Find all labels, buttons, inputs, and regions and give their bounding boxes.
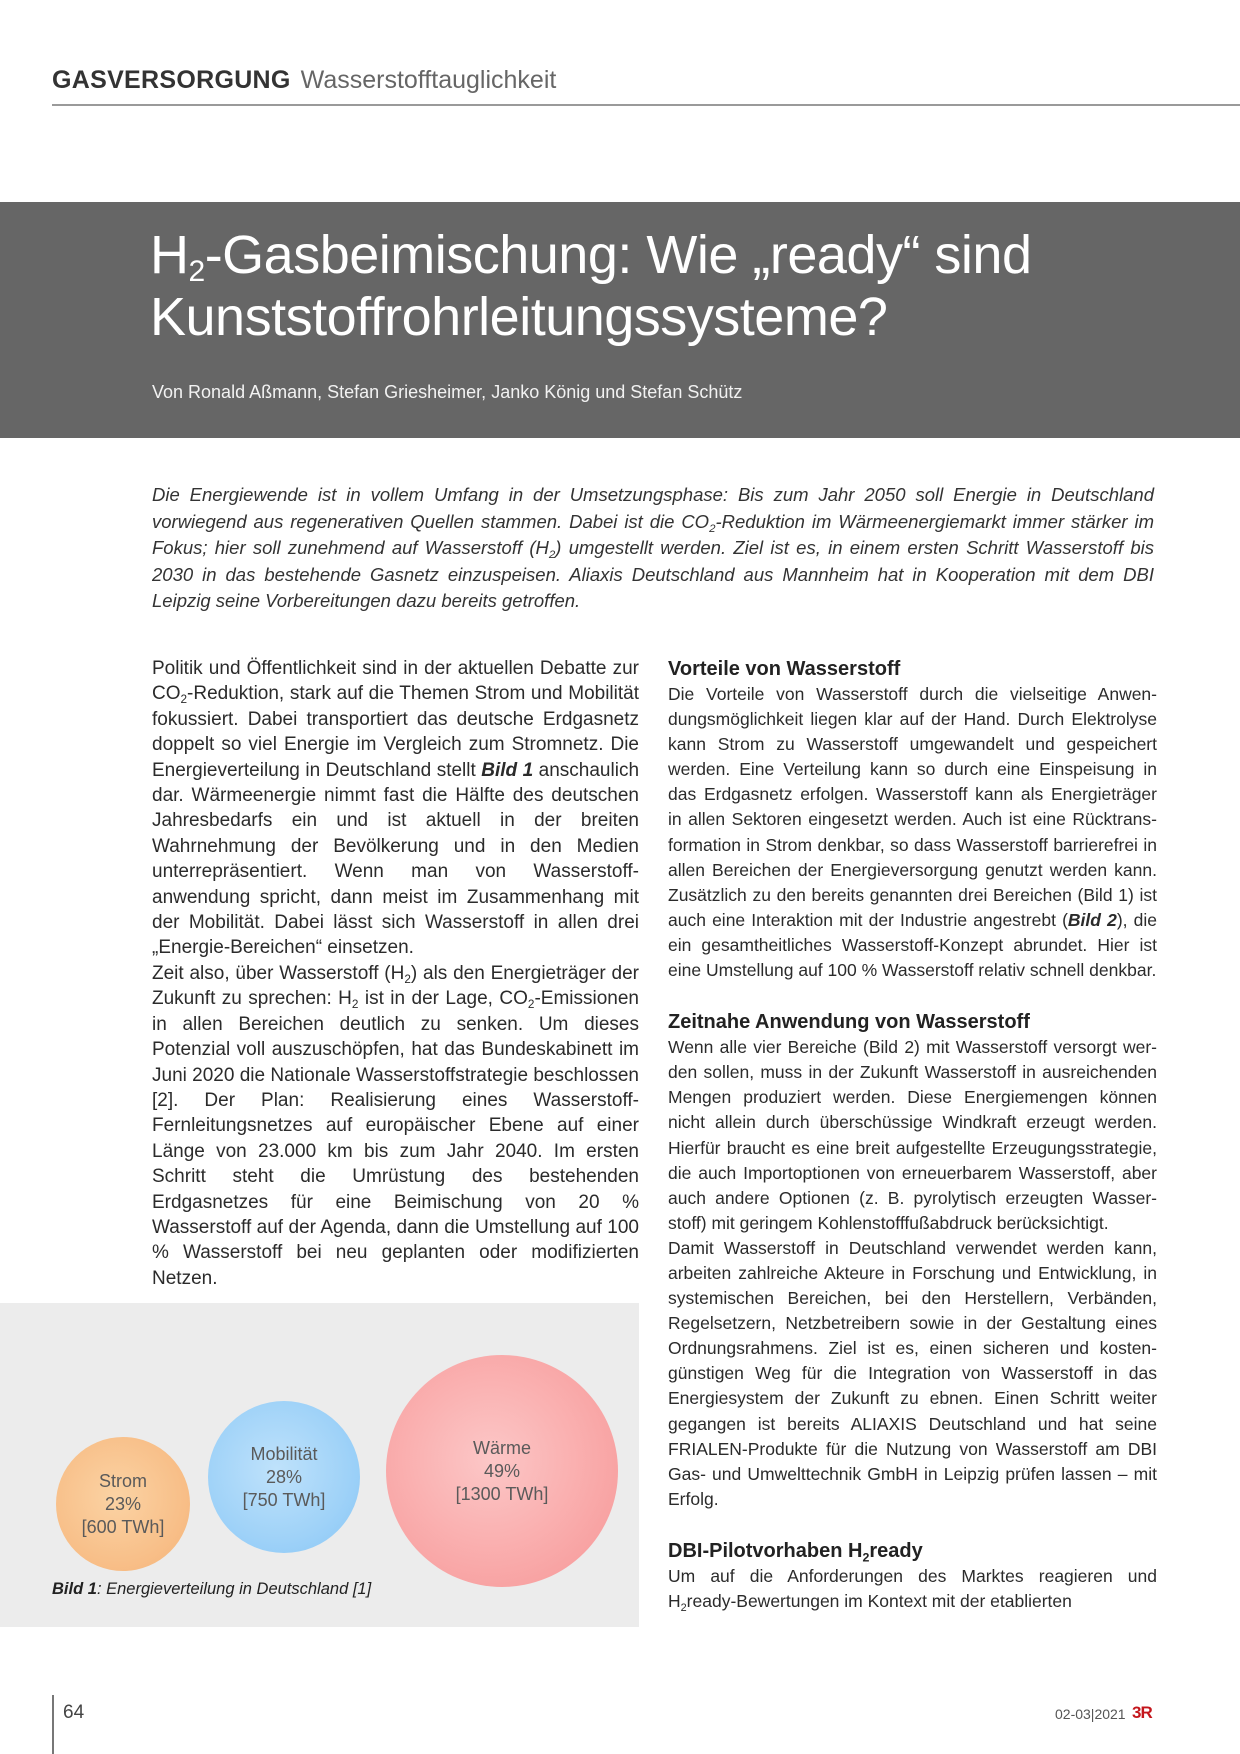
bubble-percent: 28% <box>265 1466 303 1487</box>
lead-paragraph <box>152 482 1154 615</box>
subscript: 2 <box>404 972 411 986</box>
body-text: -Reduktion, stark auf die Themen Strom und Mobilität fokussiert. Dabei transportiert das deutsche Erdgasnetz doppelt so viel Energie im Vergleich zum Stromnetz. Die Energieverteilung in Deutschland stellt <box>152 683 639 781</box>
title-text: -Gasbeimischung: Wie „ready“ sind <box>204 225 1032 285</box>
body-text: Um auf die Anforderungen des Marktes reagieren und H <box>668 1565 1157 1611</box>
body-text: -Emissionen in allen Bereichen deutlich zu senken. Um dieses Potenzial voll auszuschöpfen, hat das Bundeskabinett im Juni 2020 die Nationale Wasserstoffstrategie beschlossen [2]. Der Plan: Realisierung eines Wasserstoff-Fernleitungsnetzes auf europäischer Ebene auf einer Länge von 23.000 km bis zum Jahr 2040. Im ersten Schritt steht die Umrüstung des bestehenden Erdgasnetzes für eine Beimischung von 20 % Wasserstoff auf der Agenda, dann die Umstellung auf 100 % Wasserstoff bei neu geplanten oder modifizierten Netzen. <box>152 988 639 1289</box>
body-text: ) als den Energieträger der Zukunft zu sprechen: H <box>152 962 639 1010</box>
subscript: 2 <box>680 1601 687 1614</box>
left-column <box>152 656 639 1291</box>
article-title <box>150 224 1190 348</box>
bubble-label: Strom <box>98 1470 147 1491</box>
body-text: Politik und Öffentlichkeit sind in der aktuellen Debatte zur CO <box>152 658 639 705</box>
caption-text: : Energieverteilung in Deutschland [1] <box>96 1580 372 1598</box>
body-text: ), die ein gesamtheitliches Wasserstoff-Konzept abrundet. Hier ist eine Umstellung auf 100 % Wasserstoff relativ schnell denkbar. <box>668 909 1157 981</box>
figure-energy-distribution <box>0 1303 639 1627</box>
subscript: 2 <box>527 998 535 1012</box>
footer-divider <box>52 1695 54 1754</box>
subscript: 2 <box>180 693 188 707</box>
page-number: 64 <box>63 1702 85 1723</box>
lead-text: -Reduktion im Wärmeenergiemarkt immer stärker im Fokus; hier soll zunehmend auf Wasserstoff (H <box>152 510 1154 558</box>
lead-text: Die Energiewende ist in vollem Umfang in der Umsetzungsphase: Bis zum Jahr 2050 soll Energie in Deutschland vorwiegend aus regenerativen Quellen stammen. Dabei ist die CO <box>152 484 1154 532</box>
bubble-percent: 49% <box>483 1460 521 1481</box>
body-paragraph: Damit Wasserstoff in Deutschland verwendet werden kann, arbeiten zahlreiche Akteure in Forschung und Entwicklung, in systemischen Bereichen, bei den Herstellern, Verbänden, Regelsetzern, Netzbetreibern sowie in der Gestaltung eines Ordnungsrahmens. Ziel ist es, einen sicheren und kostengünstigen Weg für die Integration von Wasserstoff in das Energiesystem der Zukunft zu ebnen. Einen Schritt weiter gegangen ist bereits ALIAXIS Deutschland und hat seine FRIALEN-Produkte für die Nutzung von Wasserstoff am DBI Gas- und Umwelttechnik GmbH in Leipzig prüfen lassen – mit Erfolg. <box>668 1237 1157 1509</box>
paragraph-gap <box>668 983 1157 1009</box>
subscript: 2 <box>709 522 716 535</box>
brand-logo: 3R <box>1132 1703 1152 1722</box>
heading-text: ready <box>869 1539 923 1562</box>
title-band <box>0 202 1240 438</box>
paragraph-gap <box>668 1512 1157 1538</box>
bubble-amount: [1300 TWh] <box>455 1483 549 1504</box>
figure-caption <box>52 1580 371 1599</box>
bubble-waerme <box>386 1355 618 1587</box>
subscript: 2 <box>862 1550 870 1565</box>
body-paragraph <box>668 682 1157 983</box>
bubble-mobilitaet <box>208 1401 360 1553</box>
section-heading <box>668 1538 1157 1564</box>
body-paragraph <box>152 961 639 1291</box>
bubble-label: Mobilität <box>250 1443 318 1464</box>
right-column <box>668 656 1157 1614</box>
bubble-percent: 23% <box>104 1493 142 1514</box>
lead-text: ) umgestellt werden. Ziel ist es, in einem ersten Schritt Wasserstoff bis 2030 in das bestehende Gasnetz einzuspeisen. Aliaxis Deutschland aus Mannheim hat in Kooperation mit dem DBI Leipzig seine Vorbereitungen dazu bereits getroffen. <box>152 537 1154 611</box>
article-authors: Von Ronald Aßmann, Stefan Griesheimer, Janko König und Stefan Schütz <box>152 382 743 402</box>
bubble-strom <box>56 1437 190 1571</box>
body-text: ist in der Lage, CO <box>358 988 528 1010</box>
body-paragraph: Wenn alle vier Bereiche (Bild 2) mit Wasserstoff versorgt werden sollen, muss in der Zukunft Wasserstoff in ausreichenden Mengen produziert werden. Diese Energiemengen können nicht allein durch überschüssige Windkraft erzeugt werden. Hierfür braucht es eine breit aufgestellte Erzeugungsstrategie, die auch Importoptionen von erneuerbarem Wasserstoff, aber auch andere Optionen (z. B. pyrolytisch erzeugten Wasserstoff) mit geringem Kohlenstofffußabdruck berücksichtigt. <box>668 1037 1157 1233</box>
title-subscript: 2 <box>188 255 205 288</box>
caption-reference: Bild 1 <box>52 1580 97 1598</box>
bubble-amount: [750 TWh] <box>242 1489 326 1510</box>
title-text: Kunststoffrohrleitungssysteme? <box>150 287 888 347</box>
header-divider <box>52 104 1240 106</box>
body-text: ready-Bewertungen im Kontext mit der etablierten <box>686 1591 1072 1611</box>
body-paragraph <box>152 656 639 961</box>
body-text: Die Vorteile von Wasserstoff durch die vielseitige Anwendungsmöglichkeit liegen klar auf der Hand. Durch Elektrolyse kann Strom zu Wasserstoff umgewandelt und gespeichert werden. Eine Verteilung kann so durch eine Einspeisung in das Erdgasnetz erfolgen. Wasserstoff kann als Energieträger in allen Sektoren eingesetzt werden. Auch ist eine Rücktransformation in Strom denkbar, so dass Wasserstoff barrierefrei in allen Bereichen der Energieversorgung genutzt werden kann. Zusätzlich zu den bereits genannten drei Bereichen (Bild 1) ist auch eine Interaktion mit der Industrie angestrebt ( <box>668 684 1157 930</box>
subscript: 2 <box>351 998 359 1012</box>
bubble-amount: [600 TWh] <box>81 1516 165 1537</box>
section-label: GASVERSORGUNG <box>52 66 291 94</box>
section-heading: Zeitnahe Anwendung von Wasserstoff <box>668 1011 1030 1034</box>
figure-reference: Bild 2 <box>1067 909 1117 930</box>
topic-label: Wasserstofftauglichkeit <box>300 66 557 94</box>
body-text: Zeit also, über Wasserstoff (H <box>152 962 405 984</box>
body-paragraph <box>668 1564 1157 1614</box>
heading-text: DBI-Pilotvorhaben H <box>668 1539 863 1562</box>
subscript: 2 <box>548 549 556 561</box>
body-text: anschaulich dar. Wärmeenergie nimmt fast die Hälfte des deutschen Jahresbedarfs ein und ist aktuell in der breiten Wahrnehmung der Bevölkerung und in den Medien unterrepräsentiert. Wenn man von Wasserstoffanwendung spricht, dann meist im Zusammenhang mit der Mobilität. Dabei lässt sich Wasserstoff in allen drei „Energie-Bereichen“ einsetzen. <box>152 759 640 959</box>
title-text: H <box>150 225 189 285</box>
figure-reference: Bild 1 <box>481 759 534 781</box>
bubble-label: Wärme <box>473 1437 531 1458</box>
page-header <box>52 62 1240 98</box>
section-heading: Vorteile von Wasserstoff <box>668 658 901 680</box>
issue-label: 02-03|2021 <box>1055 1706 1126 1722</box>
